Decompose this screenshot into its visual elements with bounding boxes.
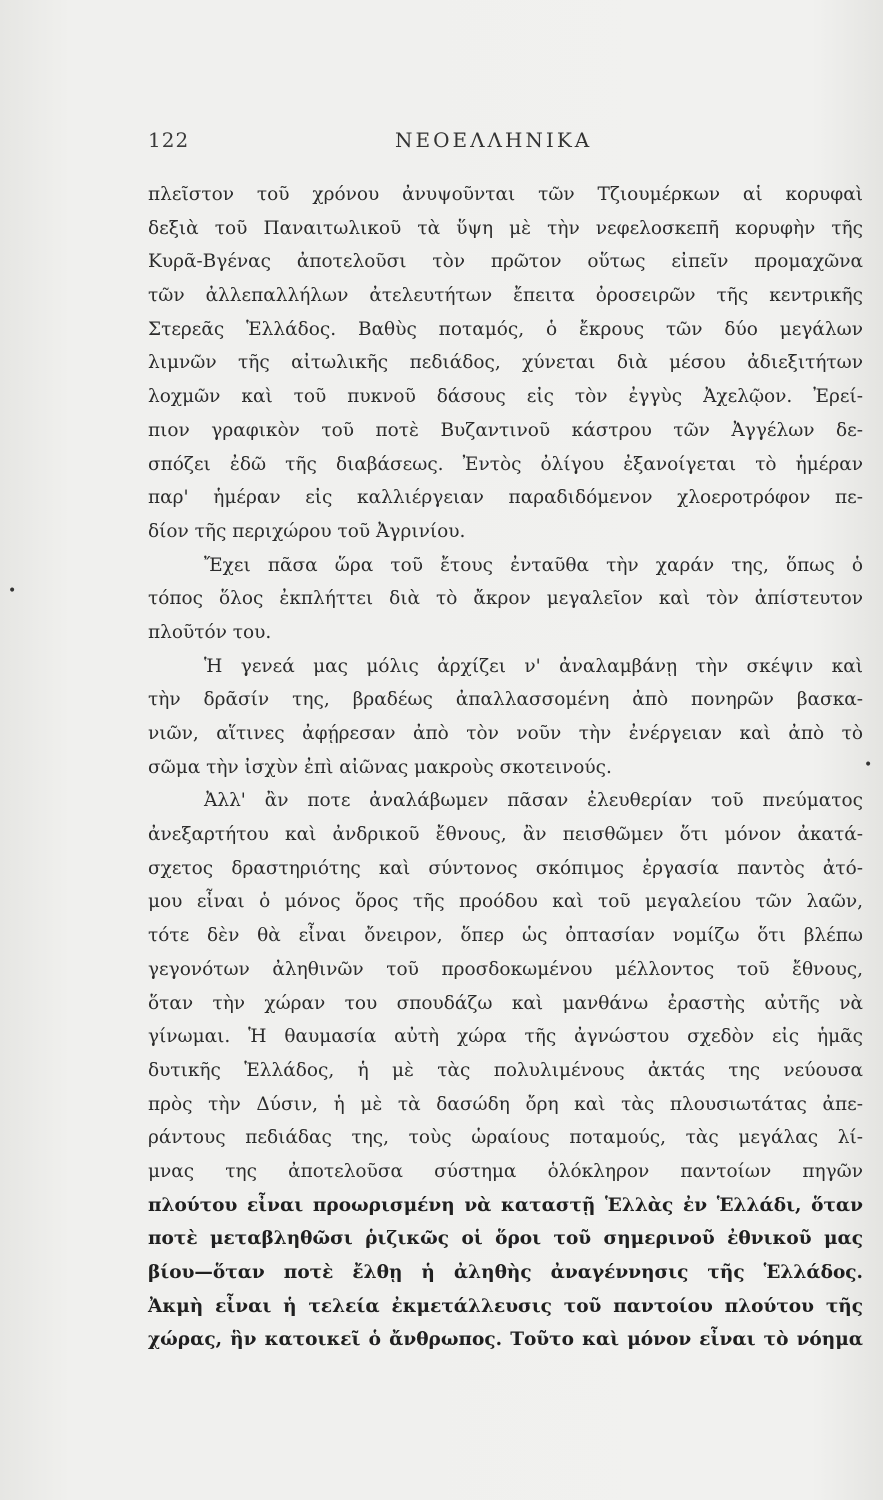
text-line: δυτικῆς Ἑλλάδος, ἡ μὲ τὰς πολυλιμένους ἀκτάς της νεύουσα [148, 1059, 863, 1081]
margin-dot-mark: • [864, 757, 873, 773]
text-line: δίον τῆς περιχώρου τοῦ Ἀγρινίου. [148, 520, 466, 542]
text-line: μνας της ἀποτελοῦσα σύστημα ὁλόκληρον παντοίων πηγῶν [148, 1160, 863, 1182]
paragraph [148, 784, 863, 1357]
text-line: τότε δὲν θὰ εἶναι ὄνειρον, ὅπερ ὡς ὀπτασίαν νομίζω ὅτι βλέπω [148, 925, 863, 947]
text-line: Στερεᾶς Ἑλλάδος. Βαθὺς ποταμός, ὁ ἔκρους τῶν δύο μεγάλων [148, 318, 863, 340]
text-line: βίου—ὅταν ποτὲ ἔλθῃ ἡ ἀληθὴς ἀναγέννησις τῆς Ἑλλάδος. [148, 1262, 863, 1283]
text-line: μου εἶναι ὁ μόνος ὅρος τῆς προόδου καὶ τοῦ μεγαλείου τῶν λαῶν, [148, 891, 863, 913]
text-line: παρ' ἡμέραν εἰς καλλιέργειαν παραδιδόμενον χλοεροτρόφον πε- [148, 487, 863, 509]
page-number: 122 [148, 128, 190, 152]
text-line: τόπος ὅλος ἐκπλήττει διὰ τὸ ἄκρον μεγαλεῖον καὶ τὸν ἀπίστευτον [148, 588, 863, 610]
text-line: Ἔχει πᾶσα ὥρα τοῦ ἔτους ἐνταῦθα τὴν χαράν της, ὅπως ὁ [204, 554, 863, 576]
paragraph [148, 549, 863, 650]
text-line: τῶν ἀλλεπαλλήλων ἀτελευτήτων ἔπειτα ὀροσειρῶν τῆς κεντρικῆς [148, 285, 863, 307]
text-line: ὅταν τὴν χώραν του σπουδάζω καὶ μανθάνω ἐραστὴς αὐτῆς νὰ [148, 992, 863, 1014]
running-title: ΝΕΟΕΛΛΗΝΙΚΑ [395, 128, 593, 152]
text-line: πλούτου εἶναι προωρισμένη νὰ καταστῇ Ἑλλὰς ἐν Ἑλλάδι, ὅταν [148, 1194, 863, 1216]
text-line: Ἀκμὴ εἶναι ἡ τελεία ἐκμετάλλευσις τοῦ παντοίου πλούτου τῆς [148, 1295, 863, 1317]
text-line: Ἡ γενεά μας μόλις ἀρχίζει ν' ἀναλαμβάνῃ τὴν σκέψιν καὶ [204, 655, 863, 677]
text-line: νιῶν, αἵτινες ἀφῄρεσαν ἀπὸ τὸν νοῦν τὴν ἐνέργειαν καὶ ἀπὸ τὸ [148, 723, 863, 744]
text-line: σπόζει ἐδῶ τῆς διαβάσεως. Ἐντὸς ὀλίγου ἐξανοίγεται τὸ ἡμέραν [148, 453, 863, 475]
running-head [148, 128, 863, 158]
text-line: πρὸς τὴν Δύσιν, ἡ μὲ τὰ δασώδη ὄρη καὶ τὰς πλουσιωτάτας ἀπε- [148, 1093, 863, 1115]
text-line: τὴν δρᾶσίν της, βραδέως ἀπαλλασσομένη ἀπὸ πονηρῶν βασκα- [148, 689, 863, 711]
text-line: ἀνεξαρτήτου καὶ ἀνδρικοῦ ἔθνους, ἂν πεισθῶμεν ὅτι μόνον ἀκατά- [148, 824, 863, 846]
text-line: πιον γραφικὸν τοῦ ποτὲ Βυζαντινοῦ κάστρου τῶν Ἀγγέλων δε- [148, 419, 863, 441]
text-line: σχετος δραστηριότης καὶ σύντονος σκόπιμος ἐργασία παντὸς ἀτό- [148, 857, 863, 879]
text-line: πλεῖστον τοῦ χρόνου ἀνυψοῦνται τῶν Τζιουμέρκων αἱ κορυφαὶ [148, 184, 863, 205]
body-text [148, 178, 863, 1357]
text-line: γίνωμαι. Ἡ θαυμασία αὐτὴ χώρα τῆς ἀγνώστου σχεδὸν εἰς ἡμᾶς [148, 1026, 863, 1048]
text-line: Κυρᾶ-Βγένας ἀποτελοῦσι τὸν πρῶτον οὕτως εἰπεῖν προμαχῶνα [148, 251, 863, 273]
text-line: ράντους πεδιάδας της, τοὺς ὡραίους ποταμούς, τὰς μεγάλας λί- [148, 1127, 863, 1149]
text-line: λοχμῶν καὶ τοῦ πυκνοῦ δάσους εἰς τὸν ἐγγὺς Ἀχελῷον. Ἐρεί- [148, 386, 863, 408]
paragraph [148, 650, 863, 785]
text-line: ποτὲ μεταβληθῶσι ῥιζικῶς οἱ ὅροι τοῦ σημερινοῦ ἐθνικοῦ μας [148, 1228, 863, 1250]
text-line: δεξιὰ τοῦ Παναιτωλικοῦ τὰ ὕψη μὲ τὴν νεφελοσκεπῆ κορυφὴν τῆς [148, 217, 863, 239]
text-line: σῶμα τὴν ἰσχὺν ἐπὶ αἰῶνας μακροὺς σκοτεινούς. [148, 756, 612, 778]
text-line: Ἀλλ' ἂν ποτε ἀναλάβωμεν πᾶσαν ἐλευθερίαν τοῦ πνεύματος [204, 790, 863, 812]
text-line: χώρας, ἣν κατοικεῖ ὁ ἄνθρωπος. Τοῦτο καὶ μόνον εἶναι τὸ νόημα [148, 1329, 863, 1351]
text-line: λιμνῶν τῆς αἰτωλικῆς πεδιάδος, χύνεται διὰ μέσου ἀδιεξιτήτων [148, 352, 863, 374]
margin-dot-mark: • [8, 583, 17, 599]
text-line: πλοῦτόν του. [148, 621, 272, 643]
text-line: γεγονότων ἀληθινῶν τοῦ προσδοκωμένου μέλλοντος τοῦ ἔθνους, [148, 958, 863, 980]
paragraph [148, 178, 863, 549]
